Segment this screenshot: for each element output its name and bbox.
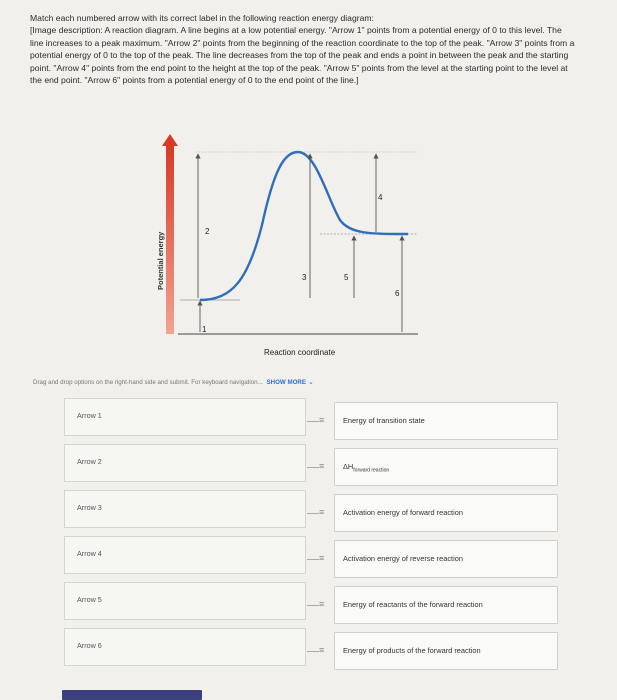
bottom-toolbar[interactable] [62,690,202,700]
drag-handle-icon[interactable]: ≡ [319,553,325,563]
option-label: Energy of reactants of the forward reaction [343,600,483,609]
connector-line [307,559,319,560]
drop-slot-arrow-3[interactable] [64,490,306,528]
question-prompt: Match each numbered arrow with its correct label in the following reaction energy diagram: [30,13,374,23]
option-energy-of-reactants[interactable] [319,586,558,624]
drop-slot-arrow-1[interactable] [64,398,306,436]
y-axis-bar [166,146,174,334]
arrow-5-label: 5 [344,273,349,282]
option-label [343,462,389,473]
option-energy-of-transition-state[interactable] [319,402,558,440]
drag-handle-icon[interactable]: ≡ [319,415,325,425]
drop-slot-arrow-4[interactable] [64,536,306,574]
x-axis-label: Reaction coordinate [264,348,336,357]
y-axis-label: Potential energy [156,231,165,290]
slot-label: Arrow 3 [77,503,102,512]
connector-line [307,513,319,514]
drag-drop-instructions [33,378,314,386]
slot-label: Arrow 4 [77,549,102,558]
y-axis-arrowhead [162,134,178,146]
option-label: Energy of transition state [343,416,425,425]
connector-line [307,605,319,606]
arrow-4-label: 4 [378,193,383,202]
delta-h-subscript: forward reaction [353,467,390,474]
option-label: Activation energy of forward reaction [343,508,463,517]
arrow-2-label: 2 [205,227,210,236]
connector-line [307,651,319,652]
option-activation-energy-forward[interactable] [319,494,558,532]
slot-label: Arrow 6 [77,641,102,650]
option-label: Activation energy of reverse reaction [343,554,463,563]
slot-label: Arrow 2 [77,457,102,466]
drag-handle-icon[interactable]: ≡ [319,645,325,655]
connector-line [307,421,319,422]
drop-slot-arrow-5[interactable] [64,582,306,620]
slot-label: Arrow 5 [77,595,102,604]
drop-slot-arrow-6[interactable] [64,628,306,666]
option-activation-energy-reverse[interactable] [319,540,558,578]
arrow-6-label: 6 [395,289,400,298]
reaction-energy-diagram [140,130,430,365]
arrow-3-label: 3 [302,273,307,282]
slot-label: Arrow 1 [77,411,102,420]
show-more-link[interactable]: SHOW MORE [266,379,307,386]
drop-slot-arrow-2[interactable] [64,444,306,482]
drag-handle-icon[interactable]: ≡ [319,599,325,609]
arrow-1-label: 1 [202,325,207,334]
delta-h-symbol: ΔH [343,462,354,471]
question-text [30,12,575,86]
option-label: Energy of products of the forward reaction [343,646,481,655]
option-delta-h-forward-reaction[interactable] [319,448,558,486]
drag-handle-icon[interactable]: ≡ [319,507,325,517]
image-description: [Image description: A reaction diagram. A line begins at a low potential energy. "Arrow 1" points from a potential energy of 0 to this level. The line increases to a peak maximum. "Arrow 2" points from the beginning of the reaction coordinate to the top of the peak. "Arrow 3" points from a potential energy of 0 to the top of the peak. The line decreases from the top of the peak and ends a point in between the peak and the starting point. "Arrow 4" points from the end point to the height at the top of the peak. "Arrow 5" points from the level at the starting point to the level at the end point. "Arrow 6" points from a potential energy of 0 to the end point of the line.] [30,25,575,86]
drag-handle-icon[interactable]: ≡ [319,461,325,471]
chevron-down-icon[interactable]: ⌄ [308,379,314,386]
instructions-text: Drag and drop options on the right-hand side and submit. For keyboard navigation... [33,379,263,386]
option-energy-of-products[interactable] [319,632,558,670]
connector-line [307,467,319,468]
